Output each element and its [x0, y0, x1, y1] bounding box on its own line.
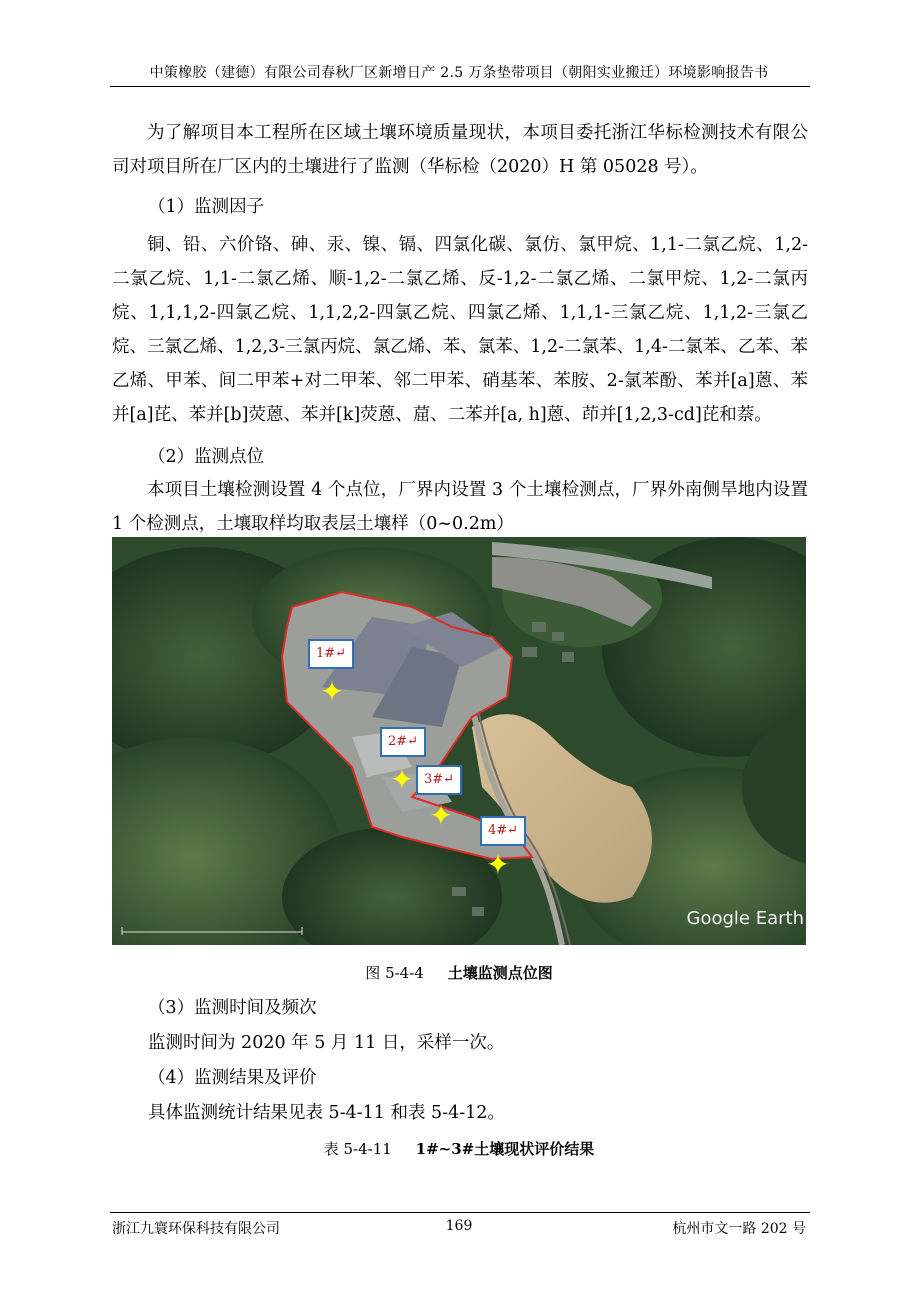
- point-3-label: 3#↵: [416, 765, 462, 795]
- figure-caption-title: 土壤监测点位图: [447, 964, 553, 982]
- point-2-marker-icon: ✦: [390, 763, 414, 796]
- header-rule: [110, 86, 810, 87]
- page-header-title: 中策橡胶（建德）有限公司春秋厂区新增日产 2.5 万条垫带项目（朝阳实业搬迁）环境影响报告书: [149, 65, 769, 81]
- intro-paragraph: 为了解项目本工程所在区域土壤环境质量现状，本项目委托浙江华标检测技术有限公司对项目所在厂区内的土壤进行了监测（华标检（2020）H 第 05028 号）。: [112, 123, 808, 177]
- section-3-title: （3）监测时间及频次: [148, 998, 317, 1018]
- section-4-title: （4）监测结果及评价: [148, 1068, 317, 1088]
- table-caption-number: 表 5-4-11: [323, 1140, 392, 1158]
- footer-page-number: 169: [445, 1218, 473, 1234]
- point-1-label: 1#↵: [308, 639, 354, 669]
- monitoring-point-map: [112, 537, 806, 945]
- figure-caption-number: 图 5-4-4: [365, 964, 424, 982]
- point-2-label: 2#↵: [380, 727, 426, 757]
- section-2-text: 本项目土壤检测设置 4 个点位，厂界内设置 3 个土壤检测点，厂界外南侧旱地内设置 1 个检测点，土壤取样均取表层土壤样（0~0.2m）: [112, 480, 808, 534]
- section-1-title: （1）监测因子: [148, 197, 265, 217]
- footer-address: 杭州市文一路 202 号: [672, 1221, 806, 1237]
- google-earth-watermark: Google Earth: [686, 908, 804, 929]
- section-3-text: 监测时间为 2020 年 5 月 11 日，采样一次。: [148, 1033, 505, 1053]
- table-caption-title: 1#~3#土壤现状评价结果: [415, 1140, 595, 1158]
- section-4-text: 具体监测统计结果见表 5-4-11 和表 5-4-12。: [148, 1103, 505, 1123]
- point-1-marker-icon: ✦: [320, 675, 344, 708]
- point-4-marker-icon: ✦: [486, 848, 510, 881]
- table-caption: [0, 1138, 918, 1159]
- point-3-marker-icon: ✦: [429, 799, 453, 832]
- section-2-title: （2）监测点位: [148, 447, 265, 467]
- point-4-label: 4#↵: [480, 816, 526, 846]
- footer-rule: [110, 1212, 810, 1213]
- footer-company: 浙江九寰环保科技有限公司: [112, 1221, 280, 1237]
- section-1-text: 铜、铅、六价铬、砷、汞、镍、镉、四氯化碳、氯仿、氯甲烷、1,1-二氯乙烷、1,2-二氯乙烷、1,1-二氯乙烯、顺-1,2-二氯乙烯、反-1,2-二氯乙烯、二氯甲烷、1,2-二氯丙烷、1,1,1,2-四氯乙烷、1,1,2,2-四氯乙烷、四氯乙烯、1,1,1-三氯乙烷、1,1,2-三氯乙烷、三氯乙烯、1,2,3-三氯丙烷、氯乙烯、苯、氯苯、1,2-二氯苯、1,4-二氯苯、乙苯、苯乙烯、甲苯、间二甲苯+对二甲苯、邻二甲苯、硝基苯、苯胺、2-氯苯酚、苯并[a]蒽、苯并[a]芘、苯并[b]荧蒽、苯并[k]荧蒽、䓛、二苯并[a, h]蒽、茚并[1,2,3-cd]芘和萘。: [112, 235, 808, 425]
- figure-caption: [0, 962, 918, 983]
